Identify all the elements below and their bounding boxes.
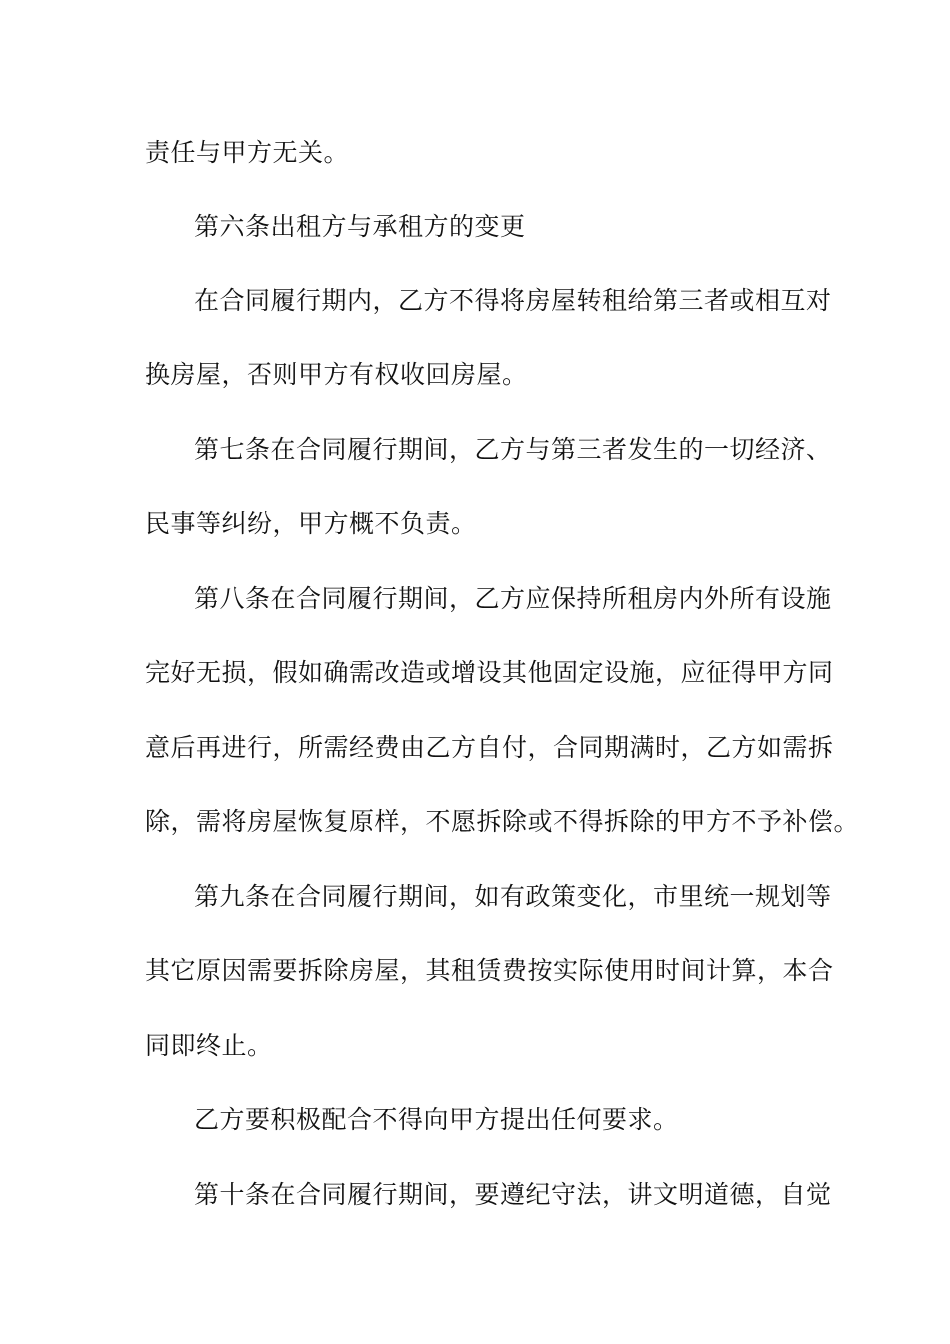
text-line: 第七条在合同履行期间，乙方与第三者发生的一切经济、 [194,435,832,464]
text-line: 换房屋，否则甲方有权收回房屋。 [145,360,528,389]
text-line: 民事等纠纷，甲方概不负责。 [145,509,477,538]
text-line: 意后再进行，所需经费由乙方自付，合同期满时，乙方如需拆 [145,733,834,762]
text-line: 其它原因需要拆除房屋，其租赁费按实际使用时间计算，本合 [145,956,834,985]
text-line: 第九条在合同履行期间，如有政策变化，市里统一规划等 [194,882,832,911]
section-heading-6: 第六条出租方与承租方的变更 [194,212,526,241]
text-line: 完好无损，假如确需改造或增设其他固定设施，应征得甲方同 [145,658,834,687]
text-line: 在合同履行期内，乙方不得将房屋转租给第三者或相互对 [194,286,832,315]
text-line: 除，需将房屋恢复原样，不愿拆除或不得拆除的甲方不予补偿。 [145,807,860,836]
text-line: 乙方要积极配合不得向甲方提出任何要求。 [194,1105,679,1134]
text-line: 第八条在合同履行期间，乙方应保持所租房内外所有设施 [194,584,832,613]
text-line: 同即终止。 [145,1031,273,1060]
text-line: 第十条在合同履行期间，要遵纪守法，讲文明道德，自觉 [194,1180,832,1209]
text-line: 责任与甲方无关。 [145,138,350,167]
